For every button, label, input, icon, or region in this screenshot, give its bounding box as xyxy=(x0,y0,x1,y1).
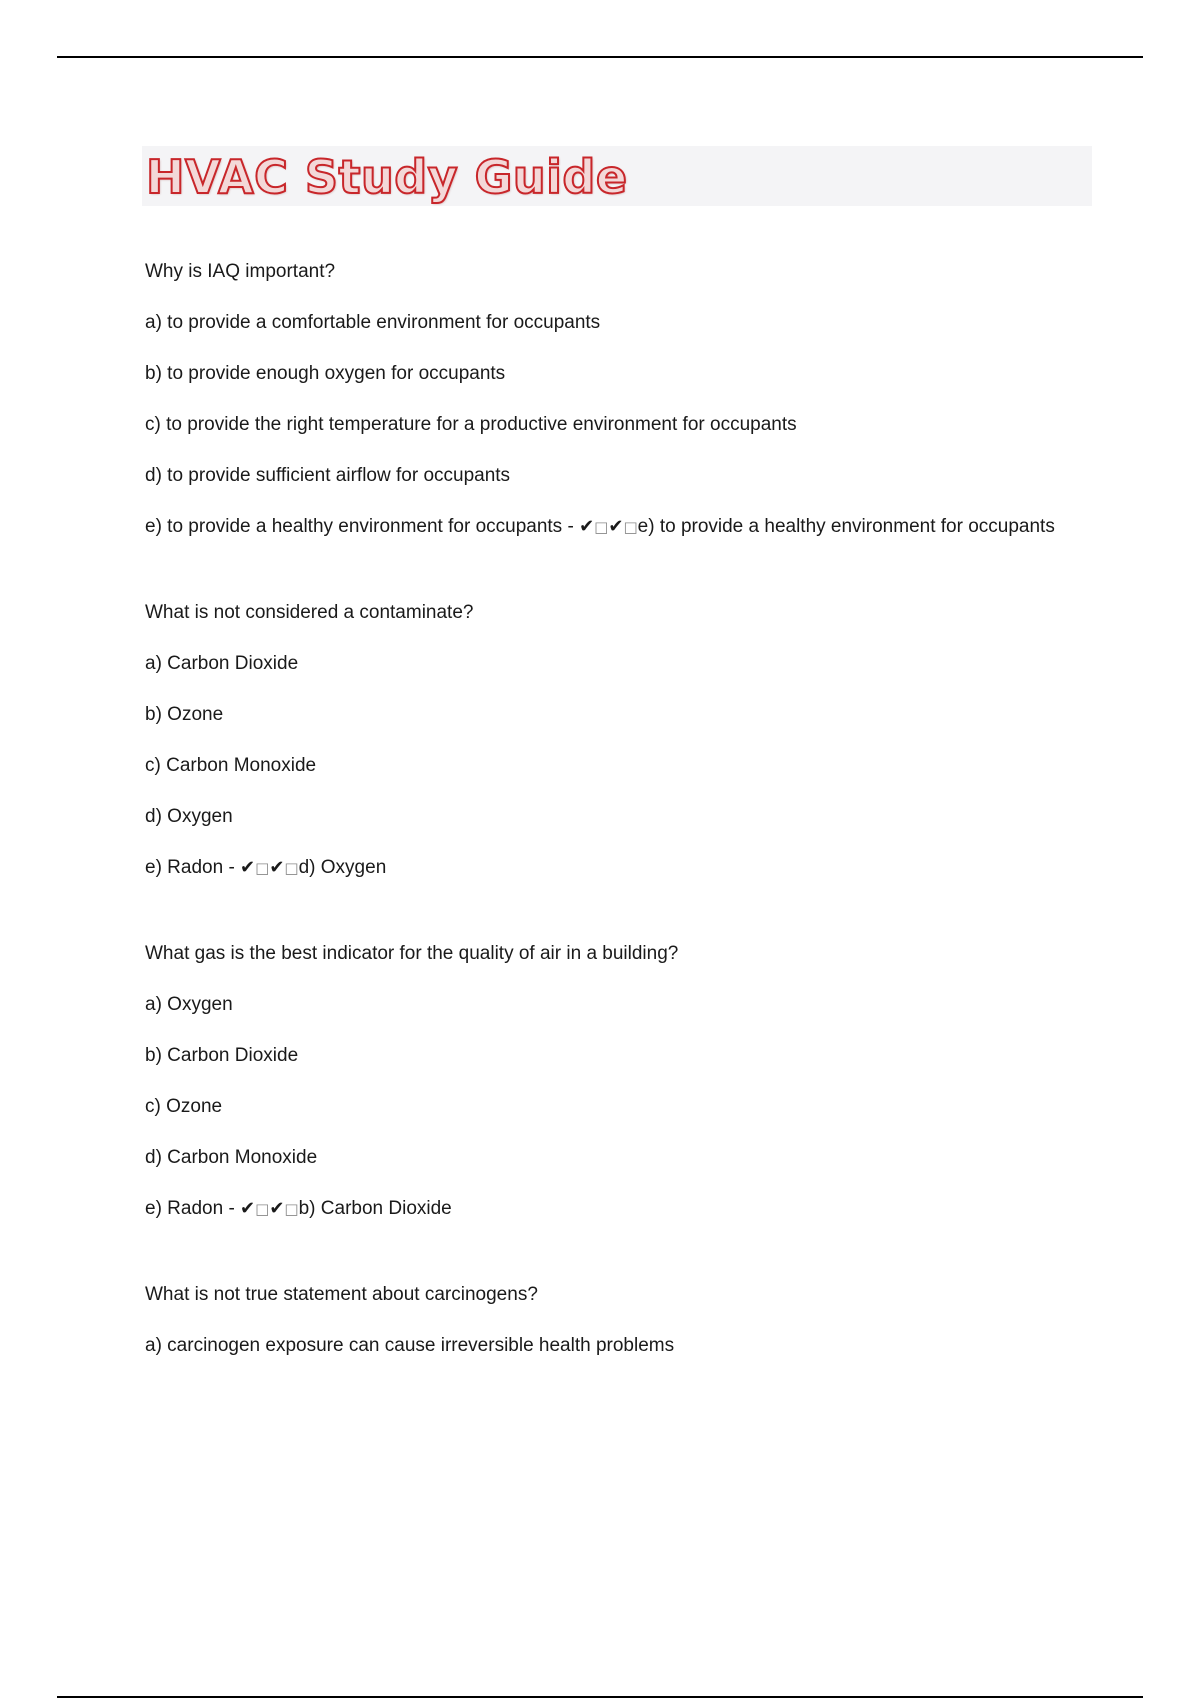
box-icon: □ xyxy=(623,518,638,536)
answer-option: a) carcinogen exposure can cause irreversible health problems xyxy=(145,1335,675,1356)
answer-option: b) Ozone xyxy=(145,704,224,725)
correct-answer: e) to provide a healthy environment for occupants xyxy=(637,516,1055,537)
answer-option: c) Carbon Monoxide xyxy=(145,755,317,776)
check-icon: ✔ xyxy=(579,516,595,537)
answer-option: a) Carbon Dioxide xyxy=(145,653,299,674)
answer-option-with-answer xyxy=(145,852,1085,884)
page-title: HVAC Study Guide xyxy=(146,150,628,204)
answer-option-text: e) to provide a healthy environment for occupants - xyxy=(145,516,580,537)
check-icon: ✔ xyxy=(608,516,624,537)
correct-answer: b) Carbon Dioxide xyxy=(298,1198,452,1219)
question-list xyxy=(145,256,1085,1416)
answer-option-with-answer xyxy=(145,511,1085,543)
check-icon: ✔ xyxy=(240,857,256,878)
answer-option-text: e) Radon - xyxy=(145,857,241,878)
correct-answer: d) Oxygen xyxy=(298,857,387,878)
question-block-1 xyxy=(145,256,1085,543)
header-rule xyxy=(57,56,1143,58)
title-banner xyxy=(142,146,1092,206)
check-icon: ✔ xyxy=(240,1198,256,1219)
check-icon: ✔ xyxy=(269,1198,285,1219)
answer-option: b) to provide enough oxygen for occupants xyxy=(145,363,506,384)
box-icon: □ xyxy=(255,859,270,877)
question-block-4 xyxy=(145,1279,1085,1362)
box-icon: □ xyxy=(284,859,299,877)
box-icon: □ xyxy=(255,1200,270,1218)
answer-option-text: e) Radon - xyxy=(145,1198,241,1219)
question-block-2 xyxy=(145,597,1085,884)
box-icon: □ xyxy=(284,1200,299,1218)
answer-option: a) to provide a comfortable environment for occupants xyxy=(145,312,601,333)
question-block-3 xyxy=(145,938,1085,1225)
answer-option: b) Carbon Dioxide xyxy=(145,1045,299,1066)
answer-option: a) Oxygen xyxy=(145,994,233,1015)
question-text: What gas is the best indicator for the quality of air in a building? xyxy=(145,943,679,964)
footer-rule xyxy=(57,1696,1143,1698)
answer-option-with-answer xyxy=(145,1193,1085,1225)
question-text: Why is IAQ important? xyxy=(145,261,336,282)
question-text: What is not considered a contaminate? xyxy=(145,602,474,623)
box-icon: □ xyxy=(594,518,609,536)
answer-option: d) Oxygen xyxy=(145,806,233,827)
question-text: What is not true statement about carcinogens? xyxy=(145,1284,538,1305)
check-icon: ✔ xyxy=(269,857,285,878)
answer-option: c) Ozone xyxy=(145,1096,223,1117)
answer-option: d) Carbon Monoxide xyxy=(145,1147,318,1168)
answer-option: c) to provide the right temperature for a productive environment for occupants xyxy=(145,414,797,435)
answer-option: d) to provide sufficient airflow for occupants xyxy=(145,465,511,486)
